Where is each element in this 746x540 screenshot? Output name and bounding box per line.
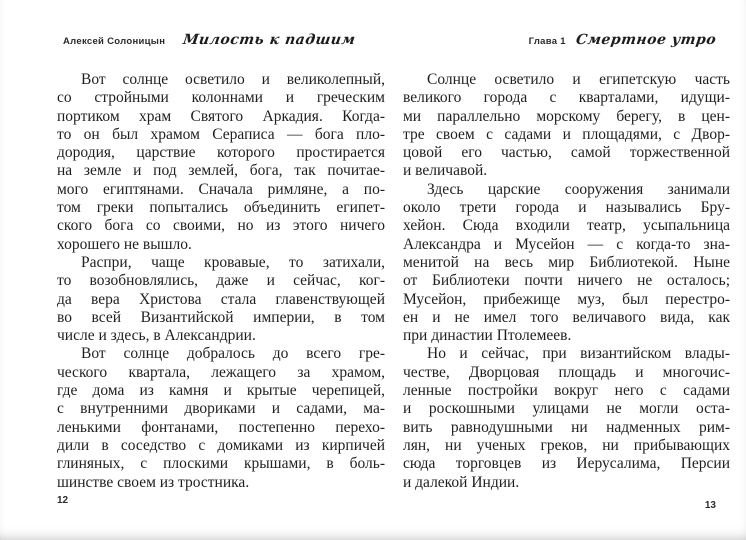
text-line: со стройными колоннами и греческим bbox=[57, 89, 385, 107]
text-line: тре своем с садами и площадями, с Двор- bbox=[403, 125, 730, 143]
text-line: во всей Византийской империи, в том bbox=[57, 308, 385, 326]
text-line: Здесь царские сооружения занимали bbox=[427, 180, 730, 198]
text-line: великого города с кварталами, идущи- bbox=[403, 89, 730, 107]
text-line: с внутренними двориками и садами, ма- bbox=[57, 400, 385, 418]
text-line: Распри, чаще кровавые, то затихали, bbox=[81, 253, 385, 271]
text-line: мого египтянами. Сначала римляне, а по- bbox=[57, 180, 385, 198]
text-line: ленные постройки вокруг него с садами bbox=[403, 382, 730, 400]
text-line: Александра и Мусейон — с когда-то зна- bbox=[403, 235, 730, 253]
author-name: Алексей Солоницын bbox=[63, 36, 166, 47]
text-line: честве, Дворцовая площадь и многочис- bbox=[403, 363, 730, 381]
text-line: и величавой. bbox=[403, 162, 488, 180]
text-line: цовой его частью, самой торжественной bbox=[403, 144, 730, 162]
text-line: ческого квартала, лежащего за храмом, bbox=[57, 363, 385, 381]
page-number-left: 12 bbox=[57, 495, 69, 506]
left-page-text bbox=[57, 71, 385, 492]
text-line: при династии Птолемеев. bbox=[403, 327, 572, 345]
text-line: на земле и под землей, бога, так почитае- bbox=[57, 162, 385, 180]
text-line: лян, ни ученых греков, ни прибывающих bbox=[403, 436, 730, 454]
page-right bbox=[403, 32, 730, 511]
text-line: то возобновлялись, даже и сейчас, ког- bbox=[57, 272, 385, 290]
text-line: ленькими фонтанами, постепенно перехо- bbox=[57, 418, 385, 436]
chapter-title-script: Смертное утро bbox=[574, 32, 718, 48]
text-line: от Библиотеки почти ничего не осталось; bbox=[403, 272, 730, 290]
page-left bbox=[57, 32, 385, 506]
text-line: портиком храм Святого Аркадия. Когда- bbox=[57, 107, 385, 125]
left-running-header bbox=[57, 32, 385, 50]
text-line: да вера Христова стала главенствующей bbox=[57, 290, 385, 308]
text-line: Мусейон, прибежище муз, был перестро- bbox=[403, 290, 730, 308]
text-line: Вот солнце осветило и великолепный, bbox=[81, 71, 385, 88]
text-line: Солнце осветило и египетскую часть bbox=[427, 71, 730, 88]
text-line: хорошего не вышло. bbox=[57, 235, 192, 253]
text-line: дородия, царствие которого простирается bbox=[57, 144, 385, 162]
chapter-label: Глава 1 bbox=[528, 36, 566, 47]
text-line: менитой на весь мир Библиотекой. Ныне bbox=[403, 253, 730, 271]
text-line: сюда торговцев из Иерусалима, Персии bbox=[403, 455, 730, 473]
paragraph bbox=[403, 345, 730, 491]
text-line: Но и сейчас, при византийском влады- bbox=[427, 345, 730, 363]
paragraph bbox=[403, 181, 730, 346]
text-line: том греки попытались объединить египет- bbox=[57, 199, 385, 217]
book-title-script: Милость к падшим bbox=[182, 32, 357, 48]
right-page-text bbox=[403, 71, 730, 492]
paragraph bbox=[57, 254, 385, 345]
text-line: где дома из камня и крытые черепицей, bbox=[57, 382, 385, 400]
text-line: числе и здесь, в Александрии. bbox=[57, 327, 256, 345]
paragraph bbox=[57, 345, 385, 491]
text-line: и далекой Индии. bbox=[403, 473, 520, 491]
paragraph bbox=[57, 71, 385, 254]
paragraph bbox=[403, 71, 730, 181]
text-line: ми параллельно морскому берегу, в цен- bbox=[403, 107, 730, 125]
text-line: хейон. Сюда входили театр, усыпальница bbox=[403, 217, 730, 235]
text-line: глиняных, с плоскими крышами, в боль- bbox=[57, 455, 385, 473]
text-line: дили в соседство с домиками из кирпичей bbox=[57, 436, 385, 454]
text-line: то он был храмом Сераписа — бога пло- bbox=[57, 125, 385, 143]
text-line: шинстве своем из тростника. bbox=[57, 473, 250, 491]
text-line: ен и не имел того величавого вида, как bbox=[403, 308, 730, 326]
right-running-header bbox=[403, 32, 730, 50]
page-number-right: 13 bbox=[704, 500, 716, 511]
text-line: ского бога со своими, но из этого ничего bbox=[57, 217, 385, 235]
text-line: и роскошными улицами не могли оста- bbox=[403, 400, 730, 418]
text-line: Вот солнце добралось до всего гре- bbox=[81, 345, 385, 363]
text-line: вить равнодушными ни надменных рим- bbox=[403, 418, 730, 436]
text-line: около трети города и назывались Бру- bbox=[403, 199, 730, 217]
